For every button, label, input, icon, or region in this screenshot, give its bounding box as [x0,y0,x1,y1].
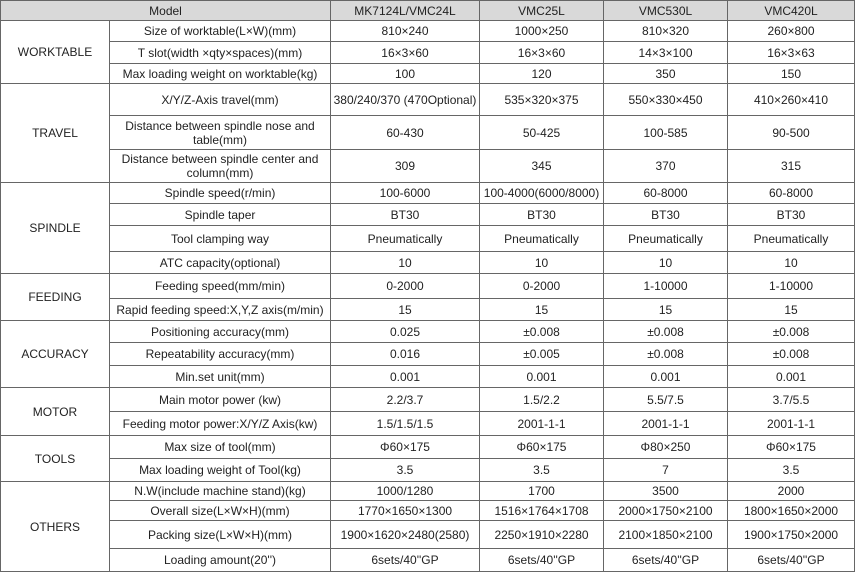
value-cell: 0-2000 [480,274,604,299]
value-cell: 810×240 [331,21,480,42]
value-cell: 6sets/40''GP [604,549,728,572]
table-row [1,42,855,64]
value-cell: 15 [480,299,604,321]
section-label: TRAVEL [1,84,110,183]
value-cell: 535×320×375 [480,84,604,116]
header-col-3: VMC530L [604,1,728,21]
value-cell: ±0.008 [728,343,855,366]
value-cell: 370 [604,150,728,183]
value-cell: 3.5 [480,459,604,482]
table-row [1,252,855,274]
table-row [1,388,855,412]
value-cell: 100-4000(6000/8000) [480,183,604,204]
value-cell: 60-8000 [728,183,855,204]
value-cell: Φ80×250 [604,436,728,459]
value-cell: 3.7/5.5 [728,388,855,412]
value-cell: 260×800 [728,21,855,42]
table-row [1,274,855,299]
value-cell: 1000/1280 [331,482,480,501]
param-label: Size of worktable(L×W)(mm) [110,21,331,42]
value-cell: 1700 [480,482,604,501]
table-row [1,84,855,116]
spec-body [1,21,855,572]
value-cell: 1770×1650×1300 [331,501,480,521]
value-cell: ±0.008 [480,321,604,343]
param-label: Packing size(L×W×H)(mm) [110,521,331,549]
value-cell: 50-425 [480,116,604,150]
value-cell: 0.001 [604,366,728,388]
value-cell: 2001-1-1 [728,412,855,436]
value-cell: 15 [331,299,480,321]
value-cell: 6sets/40''GP [728,549,855,572]
value-cell: ±0.008 [728,321,855,343]
param-label: N.W(include machine stand)(kg) [110,482,331,501]
value-cell: 550×330×450 [604,84,728,116]
value-cell: Φ60×175 [480,436,604,459]
value-cell: 1.5/2.2 [480,388,604,412]
value-cell: BT30 [604,204,728,226]
table-row [1,366,855,388]
value-cell: 315 [728,150,855,183]
section-label: SPINDLE [1,183,110,274]
value-cell: 100-585 [604,116,728,150]
param-label: T slot(width ×qty×spaces)(mm) [110,42,331,64]
table-row [1,321,855,343]
value-cell: 10 [480,252,604,274]
table-row [1,521,855,549]
param-label: Feeding speed(mm/min) [110,274,331,299]
value-cell: 3.5 [728,459,855,482]
value-cell: 16×3×60 [331,42,480,64]
value-cell: 150 [728,64,855,84]
table-row [1,64,855,84]
value-cell: 1-10000 [604,274,728,299]
section-label: TOOLS [1,436,110,482]
param-label: Tool clamping way [110,226,331,252]
value-cell: 16×3×60 [480,42,604,64]
value-cell: 15 [728,299,855,321]
value-cell: ±0.008 [604,321,728,343]
value-cell: 6sets/40''GP [480,549,604,572]
param-label: Spindle taper [110,204,331,226]
table-row [1,183,855,204]
table-row [1,412,855,436]
value-cell: ±0.005 [480,343,604,366]
value-cell: 1-10000 [728,274,855,299]
value-cell: 5.5/7.5 [604,388,728,412]
value-cell: BT30 [331,204,480,226]
table-row [1,21,855,42]
value-cell: 2000×1750×2100 [604,501,728,521]
value-cell: 10 [604,252,728,274]
header-col-2: VMC25L [480,1,604,21]
value-cell: 2.2/3.7 [331,388,480,412]
value-cell: 120 [480,64,604,84]
value-cell: Pneumatically [480,226,604,252]
value-cell: 3.5 [331,459,480,482]
param-label: Overall size(L×W×H)(mm) [110,501,331,521]
value-cell: Pneumatically [728,226,855,252]
param-label: Distance between spindle center and column(mm) [110,150,331,183]
header-row [1,1,855,21]
value-cell: 2001-1-1 [604,412,728,436]
value-cell: 90-500 [728,116,855,150]
value-cell: 1000×250 [480,21,604,42]
value-cell: Pneumatically [331,226,480,252]
param-label: Positioning accuracy(mm) [110,321,331,343]
param-label: Max loading weight of Tool(kg) [110,459,331,482]
section-label: FEEDING [1,274,110,321]
param-label: Min.set unit(mm) [110,366,331,388]
value-cell: 10 [331,252,480,274]
param-label: Max loading weight on worktable(kg) [110,64,331,84]
value-cell: 350 [604,64,728,84]
value-cell: 7 [604,459,728,482]
value-cell: 16×3×63 [728,42,855,64]
value-cell: 15 [604,299,728,321]
value-cell: 2250×1910×2280 [480,521,604,549]
table-row [1,116,855,150]
value-cell: 6sets/40''GP [331,549,480,572]
param-label: X/Y/Z-Axis travel(mm) [110,84,331,116]
table-row [1,226,855,252]
value-cell: 3500 [604,482,728,501]
value-cell: 2001-1-1 [480,412,604,436]
value-cell: Φ60×175 [728,436,855,459]
section-label: OTHERS [1,482,110,572]
param-label: Repeatability accuracy(mm) [110,343,331,366]
header-col-1: MK7124L/VMC24L [331,1,480,21]
section-label: MOTOR [1,388,110,436]
value-cell: 1900×1620×2480(2580) [331,521,480,549]
value-cell: 100-6000 [331,183,480,204]
value-cell: 2000 [728,482,855,501]
table-row [1,549,855,572]
value-cell: 0.001 [331,366,480,388]
value-cell: 1900×1750×2000 [728,521,855,549]
value-cell: 0.025 [331,321,480,343]
param-label: Rapid feeding speed:X,Y,Z axis(m/min) [110,299,331,321]
section-label: ACCURACY [1,321,110,388]
value-cell: 345 [480,150,604,183]
param-label: Spindle speed(r/min) [110,183,331,204]
value-cell: 60-430 [331,116,480,150]
table-row [1,150,855,183]
value-cell: 1.5/1.5/1.5 [331,412,480,436]
param-label: ATC capacity(optional) [110,252,331,274]
table-row [1,299,855,321]
param-label: Feeding motor power:X/Y/Z Axis(kw) [110,412,331,436]
value-cell: 410×260×410 [728,84,855,116]
table-row [1,459,855,482]
value-cell: 810×320 [604,21,728,42]
table-row [1,343,855,366]
section-label: WORKTABLE [1,21,110,84]
value-cell: 0.016 [331,343,480,366]
param-label: Max size of tool(mm) [110,436,331,459]
value-cell: BT30 [480,204,604,226]
value-cell: 60-8000 [604,183,728,204]
table-row [1,436,855,459]
table-row [1,501,855,521]
value-cell: 0.001 [728,366,855,388]
value-cell: ±0.008 [604,343,728,366]
header-col-4: VMC420L [728,1,855,21]
value-cell: 0-2000 [331,274,480,299]
value-cell: 380/240/370 (470Optional) [331,84,480,116]
value-cell: 14×3×100 [604,42,728,64]
value-cell: 309 [331,150,480,183]
value-cell: 1800×1650×2000 [728,501,855,521]
value-cell: 1516×1764×1708 [480,501,604,521]
value-cell: 10 [728,252,855,274]
table-row [1,204,855,226]
param-label: Main motor power (kw) [110,388,331,412]
value-cell: Φ60×175 [331,436,480,459]
param-label: Loading amount(20'') [110,549,331,572]
value-cell: 2100×1850×2100 [604,521,728,549]
table-row [1,482,855,501]
value-cell: 0.001 [480,366,604,388]
value-cell: BT30 [728,204,855,226]
value-cell: Pneumatically [604,226,728,252]
value-cell: 100 [331,64,480,84]
header-model: Model [1,1,331,21]
param-label: Distance between spindle nose and table(mm) [110,116,331,150]
